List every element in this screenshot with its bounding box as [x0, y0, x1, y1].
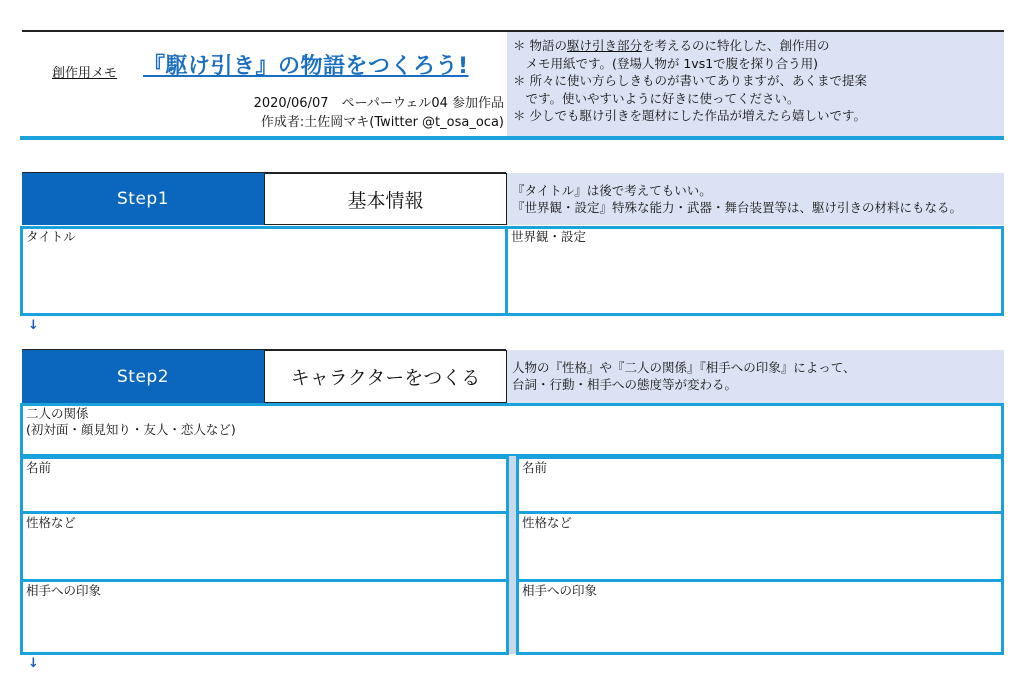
author-line: 作成者:土佐岡マキ(Twitter @t_osa_oca): [260, 115, 504, 130]
right-personality-field[interactable]: [519, 532, 1001, 579]
relation-field-label: 二人の関係 (初対面・顔見知り・友人・恋人など): [26, 406, 236, 437]
arrow-down-icon: ↓: [28, 656, 39, 671]
note-line-3: ＊ 所々に使い方らしきものが書いてありますが、あくまで提案: [513, 73, 867, 88]
note-line-5: ＊ 少しでも駆け引きを題材にした作品が増えたら嬉しいです。: [513, 108, 866, 123]
header-bottom-rule: [20, 136, 1004, 140]
step1-note: 『タイトル』は後で考えてもいい。 『世界観・設定』特殊な能力・武器・舞台装置等は、駆け引きの材料にもなる。: [507, 173, 1004, 225]
right-impression-label: 相手への印象: [522, 583, 598, 598]
left-personality-field[interactable]: [23, 532, 506, 579]
note-line-4: です。使いやすいように好きに使ってください。: [513, 90, 800, 106]
step1-title: 基本情報: [264, 173, 507, 225]
world-field[interactable]: [508, 246, 1001, 313]
page-title: 『駆け引き』の物語をつくろう!: [143, 54, 469, 79]
step1-label: Step1: [22, 173, 264, 225]
date-line: 2020/06/07 ペーパーウェル04 参加作品: [253, 96, 504, 111]
memo-label: 創作用メモ: [52, 66, 118, 81]
right-personality-label: 性格など: [522, 515, 573, 530]
step2-note: 人物の『性格』や『二人の関係』『相手への印象』によって、 台詞・行動・相手への態度等が変わる。: [507, 350, 1004, 403]
arrow-down-icon: ↓: [28, 318, 39, 333]
relation-field[interactable]: [23, 440, 1001, 455]
right-name-label: 名前: [522, 460, 548, 475]
right-impression-field[interactable]: [519, 600, 1001, 652]
right-name-field[interactable]: [519, 477, 1001, 511]
step2-title: キャラクターをつくる: [264, 350, 507, 403]
step2-label: Step2: [22, 350, 264, 403]
left-personality-label: 性格など: [26, 515, 77, 530]
header-notes: [507, 32, 1004, 136]
left-impression-label: 相手への印象: [26, 583, 102, 598]
left-name-label: 名前: [26, 460, 52, 475]
note-line-1: ＊ 物語の駆け引き部分を考えるのに特化した、創作用の: [513, 38, 830, 53]
note-line-2: メモ用紙です。(登場人物が 1vs1で腹を探り合う用): [513, 55, 819, 71]
title-field[interactable]: [23, 246, 505, 313]
world-field-label: 世界観・設定: [511, 229, 587, 244]
title-field-label: タイトル: [26, 229, 76, 244]
left-name-field[interactable]: [23, 477, 506, 511]
left-impression-field[interactable]: [23, 600, 506, 652]
